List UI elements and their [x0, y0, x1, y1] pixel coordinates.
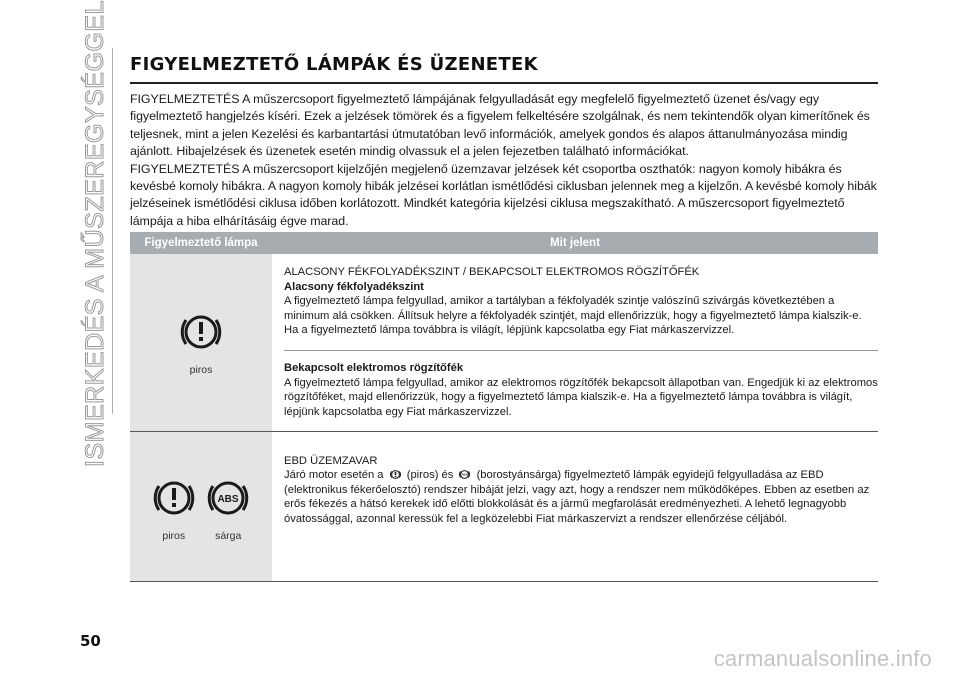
- table-header-row: [130, 232, 878, 254]
- meaning-caps-title: EBD ÜZEMZAVAR: [284, 454, 378, 467]
- intro-paragraph: FIGYELMEZTETÉS A műszercsoport figyelmeztető lámpájának felgyulladását egy megfelelő figyelmeztető üzenet és/vagy egy figyelmeztető hangjelzés kíséri. Ezek a jelzések tömörek és a figyelem felkeltésére szolgálnak, és nem tekintendők olyan kimerítőnek és teljesnek, mint a jelen Kezelési és karbantartási útmutatóban levő információk, amelyek gondos és alapos áttanulmányozása mindig ajánlott. Hibajelzések és üzenetek esetén mindig olvassuk el a jelen fejezetben található információkat.: [130, 92, 870, 159]
- watermark: carmanualsonline.info: [713, 646, 932, 671]
- lamp-color-label: piros: [162, 529, 186, 542]
- section-title: FIGYELMEZTETŐ LÁMPÁK ÉS ÜZENETEK: [130, 54, 878, 84]
- header-lamp: Figyelmeztető lámpa: [130, 232, 272, 254]
- meaning-text: [284, 468, 878, 526]
- lamp-icon-cell: [130, 254, 272, 431]
- meaning-text-segment: (borostyánsárga) figyelmeztető lámpák egyidejű felgyulladása az EBD (elektronikus fékerőelosztó) rendszer hibáját jelzi, vagy azt, hogy a rendszer nem működőképes. Ebben az esetben az erős fékezés a hátsó kerekek idő előtti blokkolását és a jármű megfarolását eredményezheti. A lehető legnagyobb óvatossággal, azonnal keressük fel a legközelebbi Fiat márkaszervizt a rendszer ellenőrzése céljából.: [284, 469, 870, 525]
- meaning-text: A figyelmeztető lámpa felgyullad, amikor az elektromos rögzítőfék bekapcsolt állapotban van. Engedjük ki az elektromos rögzítőféket, majd ellenőrizzük, hogy a figyelmeztető lámpa kialszik-e. Ha a figyelmeztető lámpa továbbra is világít, lépjünk kapcsolatba egy Fiat márkaszervizzel.: [284, 376, 878, 418]
- meaning-subhead: Bekapcsolt elektromos rögzítőfék: [284, 361, 464, 374]
- header-meaning: Mit jelent: [272, 232, 878, 254]
- meaning-subhead: Alacsony fékfolyadékszint: [284, 280, 424, 293]
- chapter-title-text: ISMERKEDÉS A MŰSZEREGYSÉGGEL: [80, 0, 109, 467]
- page-number: 50: [80, 632, 101, 650]
- abs-warning-icon: [203, 473, 253, 523]
- table-row: [130, 254, 878, 431]
- meaning-text-segment: (piros) és: [406, 469, 454, 482]
- lamp-item: [149, 473, 199, 542]
- meaning-cell: [272, 254, 878, 431]
- warning-lamp-table: [130, 232, 878, 582]
- intro-paragraph: FIGYELMEZTETÉS A műszercsoport kijelzőjén megjelenő üzemzavar jelzések két csoportba oszthatók: nagyon komoly hibákra és kevésbé komoly hibákra. A nagyon komoly hibák jelzései korlátlan ismétlődési ciklusban jelennek meg a kijelzőn. A kevésbé komoly hibák jelzéseinek ismétlődési ciklusa időben korlátozott. Mindkét kategória kijelzési ciklusa megszakítható. A műszercsoport figyelmeztető lámpája a hiba elhárításáig égve marad.: [130, 161, 877, 228]
- meaning-block: [284, 350, 878, 419]
- brake-warning-icon: [176, 307, 226, 357]
- lamp-item: [203, 473, 253, 542]
- side-divider: [112, 48, 113, 414]
- meaning-block: [284, 265, 878, 344]
- lamp-item: [176, 307, 226, 376]
- meaning-cell: [272, 431, 878, 581]
- svg-text:ABS: ABS: [461, 472, 468, 477]
- brake-warning-icon: [149, 473, 199, 523]
- intro-text: [130, 91, 878, 230]
- meaning-text: A figyelmeztető lámpa felgyullad, amikor a tartályban a fékfolyadék szintje valószínű szivárgás következtében a minimum alá csökken. Állítsuk helyre a fékfolyadék szintjét, majd ellenőrizzük, hogy a figyelmeztető lámpa kialszik-e. Ha a figyelmeztető lámpa továbbra is világít, lépjünk kapcsolatba egy Fiat márkaszervizzel.: [284, 295, 862, 337]
- table-row: [130, 431, 878, 581]
- meaning-caps-title: ALACSONY FÉKFOLYADÉKSZINT / BEKAPCSOLT ELEKTROMOS RÖGZÍTŐFÉK: [284, 266, 700, 278]
- abs-warning-inline-icon: [458, 468, 471, 481]
- lamp-color-label: sárga: [215, 529, 242, 542]
- chapter-side-title: [78, 0, 112, 467]
- lamp-color-label: piros: [189, 363, 213, 376]
- meaning-text-segment: Járó motor esetén a: [284, 469, 384, 482]
- svg-text:ABS: ABS: [217, 493, 239, 505]
- main-content: [130, 54, 878, 230]
- brake-warning-inline-icon: [389, 468, 402, 481]
- lamp-icon-cell: [130, 431, 272, 581]
